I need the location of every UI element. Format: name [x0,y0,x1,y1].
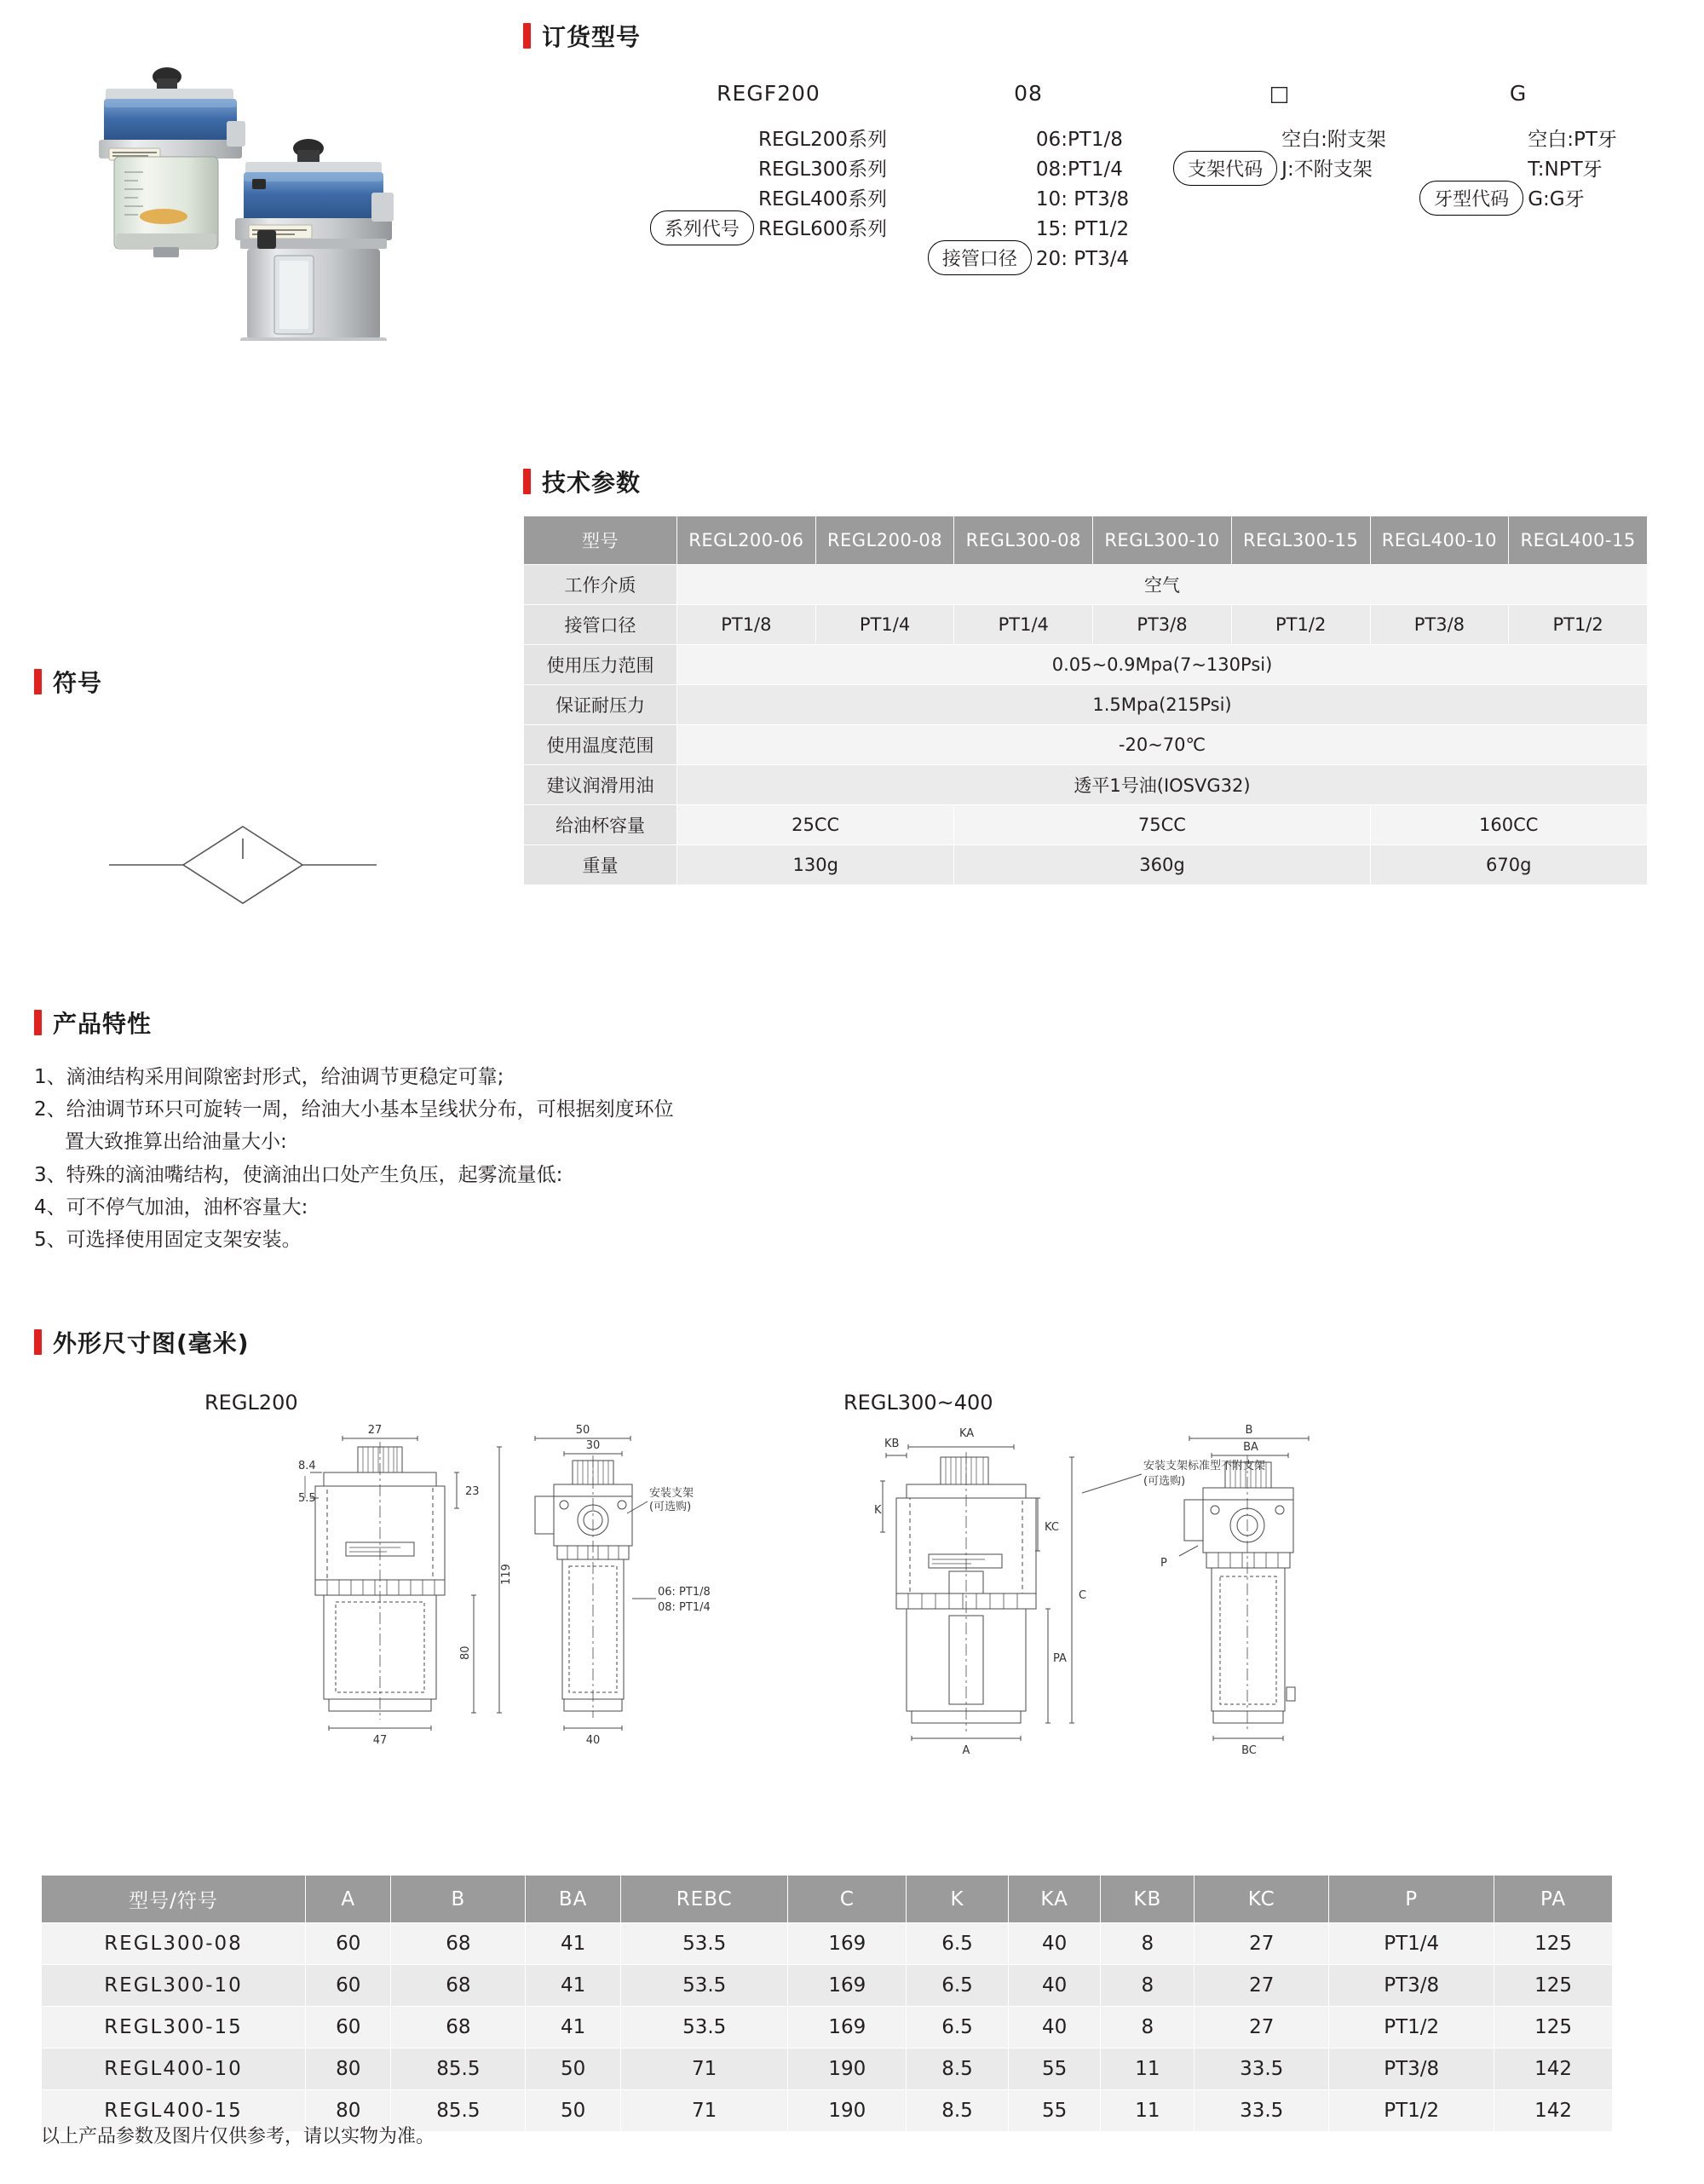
row-value: PT3/8 [1093,605,1232,645]
row-value: 130g [677,845,954,885]
product-photo-svg [83,51,484,341]
symbol-diagram [102,810,383,924]
svg-text:119: 119 [500,1564,513,1585]
dimension-table-wrap [41,1875,1613,2132]
product-photo [83,51,484,341]
cell: 71 [620,2090,788,2132]
order-col-thread-pill: 牙型代码 [1419,181,1523,216]
cell: 85.5 [391,2049,526,2090]
dimension-drawings [281,1415,1610,1861]
cell: 11 [1101,2090,1195,2132]
th-regl300-15: REGL300-15 [1231,516,1370,565]
cell: 169 [788,2007,907,2049]
th-regl400-10: REGL400-10 [1370,516,1509,565]
table-header-row [42,1876,1613,1923]
list-item: REGL400系列 [758,187,888,210]
order-col-series-pill: 系列代号 [650,210,754,245]
drawing-label-regl200: REGL200 [204,1391,298,1415]
svg-text:安装支架标准型不附支架: 安装支架标准型不附支架 [1143,1460,1266,1472]
cell: 40 [1008,1923,1101,1965]
svg-text:5.5: 5.5 [298,1492,316,1505]
row-value: 25CC [677,805,954,845]
list-item: 4、可不停气加油，油杯容量大: [34,1196,308,1219]
table-row [524,605,1648,645]
row-value: PT1/4 [954,605,1093,645]
row-value: 1.5Mpa(215Psi) [677,685,1648,725]
cell: 50 [526,2049,621,2090]
th-model: 型号 [524,516,677,565]
th-regl300-08: REGL300-08 [954,516,1093,565]
svg-text:27: 27 [367,1424,383,1437]
cell: 55 [1008,2090,1101,2132]
svg-text:23: 23 [465,1485,480,1498]
list-item: REGL200系列 [758,129,888,151]
section-heading-order-code [523,19,641,53]
tech-params-table-wrap [523,516,1648,885]
row-value: 160CC [1370,805,1647,845]
cell: 60 [306,2007,391,2049]
cell: 50 [526,2090,621,2132]
cell: 53.5 [620,1965,788,2007]
cell: 8.5 [907,2049,1009,2090]
svg-text:BA: BA [1243,1441,1258,1454]
cell: 8.5 [907,2090,1009,2132]
cell: 68 [391,1923,526,1965]
cell: 68 [391,2007,526,2049]
cell-model: REGL400-15 [42,2090,306,2132]
svg-text:47: 47 [372,1734,388,1747]
svg-text:(可选购): (可选购) [1143,1475,1186,1488]
order-col-series-code: REGF200 [717,81,820,106]
cell: 33.5 [1195,2090,1329,2132]
cell: 169 [788,1965,907,2007]
cell: 125 [1494,1923,1613,1965]
table-row [42,1923,1613,1965]
cell: 6.5 [907,2007,1009,2049]
th-kc: KC [1195,1876,1329,1923]
th-b: B [391,1876,526,1923]
table-row [524,565,1648,605]
cell: 33.5 [1195,2049,1329,2090]
table-header-row [524,516,1648,565]
cell-model: REGL300-15 [42,2007,306,2049]
svg-text:K: K [874,1504,882,1517]
svg-text:8.4: 8.4 [298,1460,316,1472]
svg-text:P: P [1160,1557,1167,1570]
cell: 27 [1195,1923,1329,1965]
cell: 85.5 [391,2090,526,2132]
features-list [34,1061,886,1256]
section-title-symbol: 符号 [53,669,103,697]
section-heading-features [34,1006,152,1040]
cell: 53.5 [620,2007,788,2049]
cell: 190 [788,2090,907,2132]
cell: 53.5 [620,1923,788,1965]
list-item: 5、可选择使用固定支架安装。 [34,1228,302,1251]
th-ba: BA [526,1876,621,1923]
table-row [524,845,1648,885]
th-regl200-06: REGL200-06 [677,516,816,565]
order-col-thread [1408,81,1629,275]
cell: 27 [1195,2007,1329,2049]
cell: 11 [1101,2049,1195,2090]
table-row [524,685,1648,725]
svg-text:C: C [1079,1589,1087,1602]
row-value: -20~70℃ [677,725,1648,765]
cell: 40 [1008,2007,1101,2049]
th-p: P [1329,1876,1494,1923]
row-value: PT1/4 [815,605,954,645]
row-label: 保证耐压力 [524,685,677,725]
cell: 8 [1101,2007,1195,2049]
svg-text:B: B [1245,1424,1253,1437]
section-title-tech-params: 技术参数 [542,469,642,497]
cell: 41 [526,1923,621,1965]
cell: 169 [788,1923,907,1965]
row-value: 670g [1370,845,1647,885]
symbol-svg [102,810,383,920]
red-bar-icon [34,1329,42,1355]
cell: 68 [391,1965,526,2007]
cell-model: REGL300-08 [42,1923,306,1965]
th-regl200-08: REGL200-08 [815,516,954,565]
table-row [524,725,1648,765]
cell: 40 [1008,1965,1101,2007]
table-row [42,2007,1613,2049]
cell: 60 [306,1965,391,2007]
order-code-block [632,81,1638,275]
cell: PT1/2 [1329,2090,1494,2132]
list-item: 20: PT3/4 [1035,247,1130,270]
th-kb: KB [1101,1876,1195,1923]
svg-text:BC: BC [1241,1744,1257,1757]
svg-text:40: 40 [585,1734,601,1747]
th-a: A [306,1876,391,1923]
tech-params-table [523,516,1648,885]
svg-text:30: 30 [585,1439,601,1452]
list-item: REGL600系列 [758,217,888,240]
list-item: 置大致推算出给油量大小: [65,1131,287,1154]
list-item: 空白:PT牙 [1528,129,1617,151]
cell: 55 [1008,2049,1101,2090]
cell: 71 [620,2049,788,2090]
row-value: 空气 [677,565,1648,605]
row-label: 给油杯容量 [524,805,677,845]
table-row [42,2049,1613,2090]
row-value: PT3/8 [1370,605,1509,645]
row-label: 接管口径 [524,605,677,645]
cell: PT1/4 [1329,1923,1494,1965]
th-k: K [907,1876,1009,1923]
cell: PT1/2 [1329,2007,1494,2049]
order-col-series-list [758,125,887,245]
list-item: T:NPT牙 [1528,158,1603,181]
order-col-bracket-list [1281,125,1386,185]
row-label: 使用压力范围 [524,645,677,685]
table-row [42,1965,1613,2007]
order-col-thread-code: G [1509,81,1528,106]
cell: 41 [526,1965,621,2007]
section-title-dimensions: 外形尺寸图(毫米) [53,1329,250,1357]
cell: 142 [1494,2049,1613,2090]
order-col-series [632,81,905,275]
section-heading-symbol [34,665,102,699]
row-value: PT1/8 [677,605,816,645]
svg-text:PA: PA [1053,1652,1067,1665]
order-col-bracket-code: □ [1269,81,1291,106]
drawing-label-regl300-400: REGL300~400 [843,1391,993,1415]
th-pa: PA [1494,1876,1613,1923]
dimension-table [41,1875,1613,2132]
cell: 80 [306,2049,391,2090]
svg-text:(可选购): (可选购) [649,1501,692,1513]
cell-model: REGL300-10 [42,1965,306,2007]
list-item: 10: PT3/8 [1035,187,1130,210]
order-col-port-pill: 接管口径 [928,240,1032,275]
row-label: 使用温度范围 [524,725,677,765]
list-item: 3、特殊的滴油嘴结构，使滴油出口处产生负压，起雾流量低: [34,1163,563,1186]
list-item: 08:PT1/4 [1035,158,1123,181]
table-row [524,805,1648,845]
th-ka: KA [1008,1876,1101,1923]
row-value: 360g [954,845,1370,885]
svg-text:50: 50 [575,1424,590,1437]
svg-text:06: PT1/8: 06: PT1/8 [658,1586,711,1599]
order-col-port-code: 08 [1014,81,1043,106]
cell: 80 [306,2090,391,2132]
list-item: G:G牙 [1528,187,1585,210]
svg-text:安装支架: 安装支架 [649,1487,694,1500]
section-heading-tech-params [523,464,641,498]
row-value: 透平1号油(IOSVG32) [677,765,1648,805]
row-value: PT1/2 [1231,605,1370,645]
order-col-port-list [1036,125,1129,274]
order-col-port [905,81,1152,275]
svg-text:KC: KC [1045,1521,1059,1534]
red-bar-icon [34,669,42,694]
cell: PT3/8 [1329,2049,1494,2090]
cell-model: REGL400-10 [42,2049,306,2090]
order-col-thread-list [1528,125,1617,215]
th-c: C [788,1876,907,1923]
svg-text:KA: KA [959,1427,975,1440]
cell: 8 [1101,1965,1195,2007]
list-item: J:不附支架 [1281,158,1373,181]
th-model-symbol: 型号/符号 [42,1876,306,1923]
cell: 6.5 [907,1923,1009,1965]
row-label: 建议润滑用油 [524,765,677,805]
svg-text:KB: KB [884,1438,900,1450]
red-bar-icon [523,469,531,494]
order-col-bracket-pill: 支架代码 [1173,151,1277,186]
svg-text:08: PT1/4: 08: PT1/4 [658,1601,711,1614]
row-label: 重量 [524,845,677,885]
cell: 27 [1195,1965,1329,2007]
svg-text:80: 80 [459,1645,472,1660]
table-row [524,645,1648,685]
section-heading-dimensions [34,1325,250,1359]
th-regl400-15: REGL400-15 [1509,516,1648,565]
th-regl300-10: REGL300-10 [1093,516,1232,565]
red-bar-icon [523,23,531,49]
list-item: 06:PT1/8 [1035,129,1123,151]
footnote: 以上产品参数及图片仅供参考，请以实物为准。 [41,2126,435,2147]
order-col-bracket [1152,81,1408,275]
cell: PT3/8 [1329,1965,1494,2007]
cell: 8 [1101,1923,1195,1965]
list-item: 2、给油调节环只可旋转一周，给油大小基本呈线状分布，可根据刻度环位 [34,1098,674,1121]
cell: 125 [1494,2007,1613,2049]
cell: 190 [788,2049,907,2090]
svg-text:A: A [962,1744,970,1757]
row-label: 工作介质 [524,565,677,605]
row-value: PT1/2 [1509,605,1648,645]
cell: 41 [526,2007,621,2049]
section-title-features: 产品特性 [53,1010,153,1038]
list-item: 15: PT1/2 [1035,217,1130,240]
cell: 60 [306,1923,391,1965]
list-item: 空白:附支架 [1281,129,1386,151]
cell: 6.5 [907,1965,1009,2007]
section-title-order-code: 订货型号 [542,23,642,51]
list-item: 1、滴油结构采用间隙密封形式，给油调节更稳定可靠; [34,1066,504,1088]
list-item: REGL300系列 [758,158,888,181]
row-value: 0.05~0.9Mpa(7~130Psi) [677,645,1648,685]
cell: 142 [1494,2090,1613,2132]
dimension-drawing-svg [281,1415,1610,1858]
cell: 125 [1494,1965,1613,2007]
row-value: 75CC [954,805,1370,845]
red-bar-icon [34,1010,42,1035]
table-row [524,765,1648,805]
th-rebc: REBC [620,1876,788,1923]
